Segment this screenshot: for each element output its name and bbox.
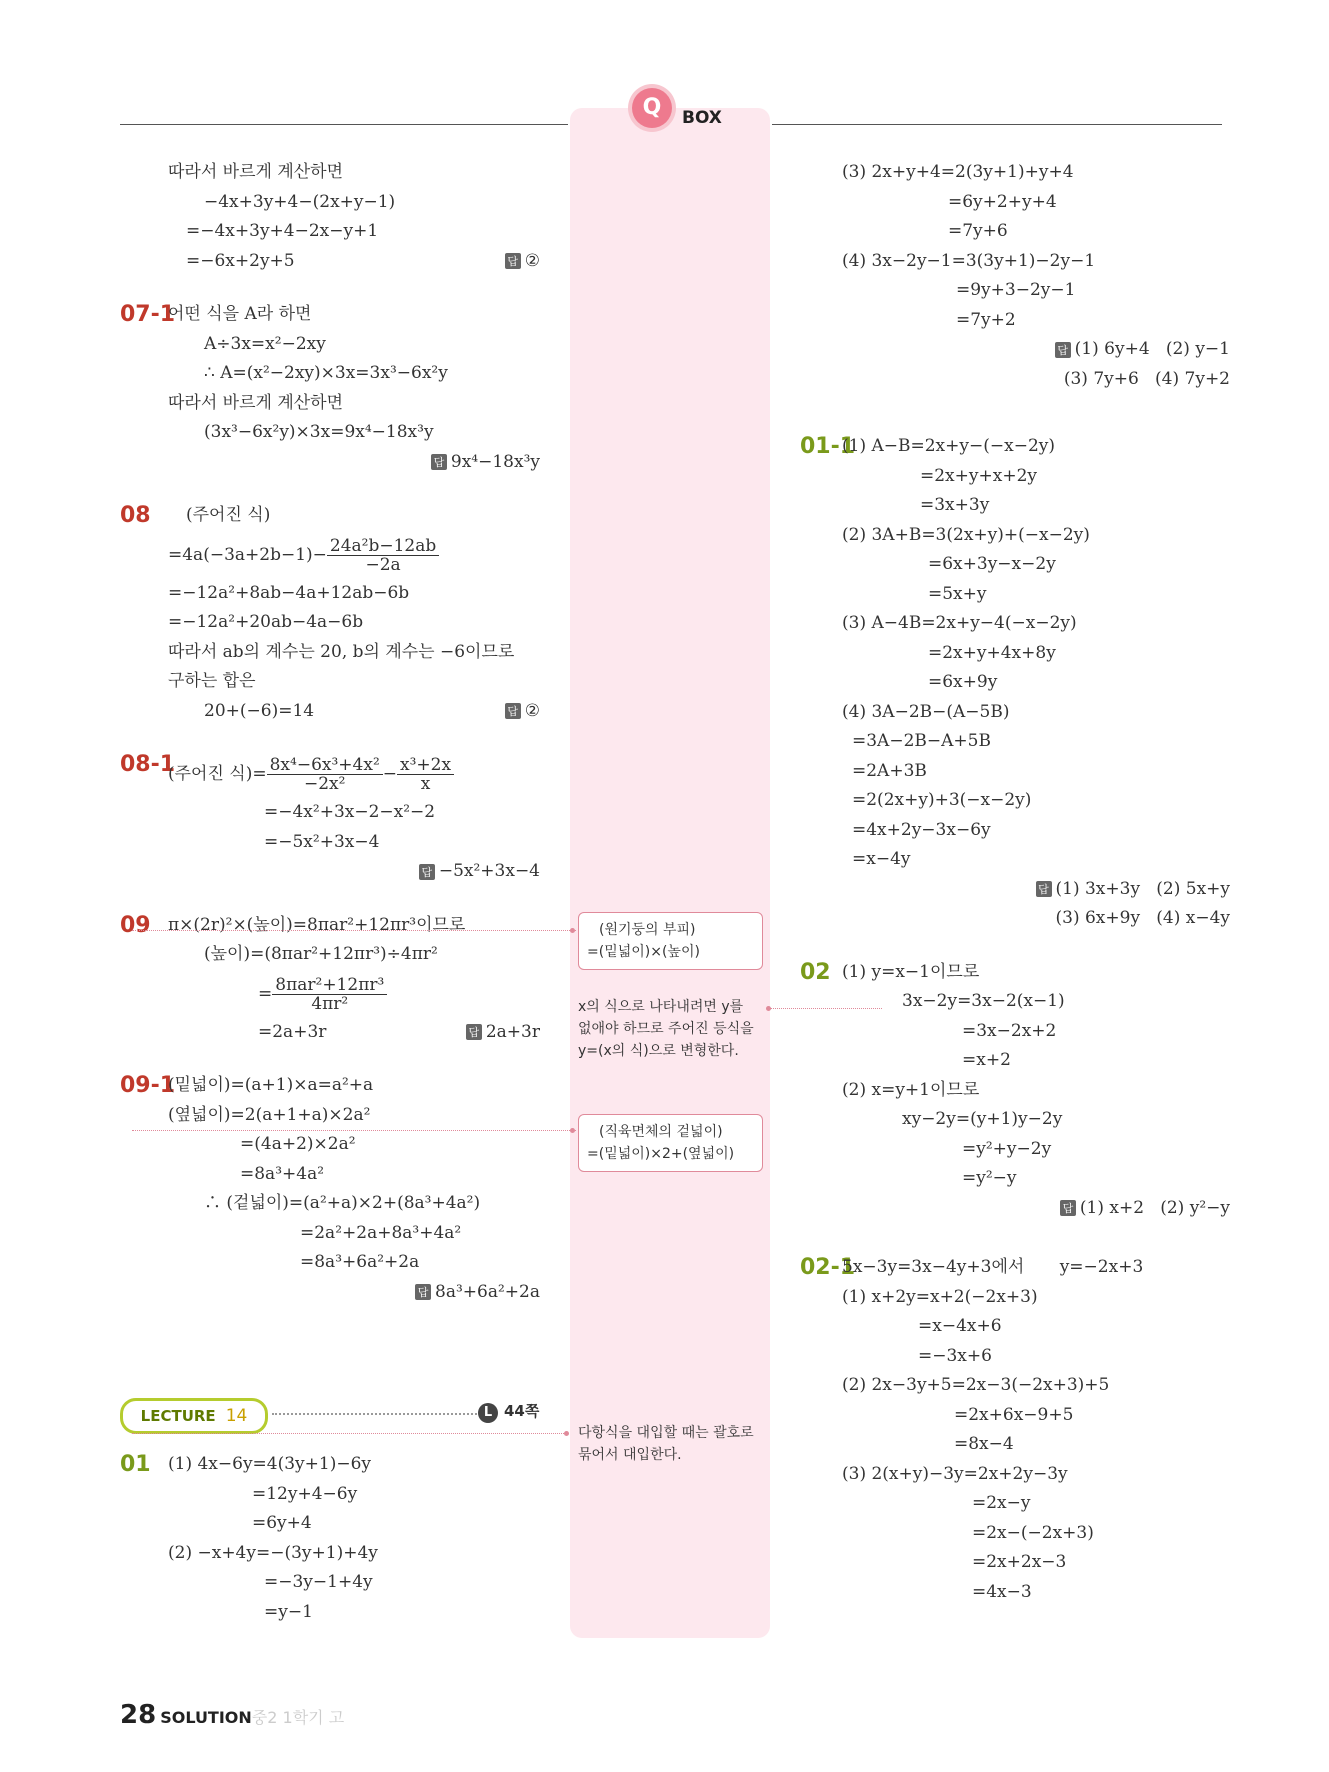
solution-line: =y²+y−2y (962, 1138, 1052, 1159)
note-line: (원기둥의 부피) (599, 922, 696, 938)
answer-icon: 답 (1055, 342, 1071, 358)
problem-01 (120, 1450, 540, 1627)
solution-line: (3x³−6x²y)×3x=9x⁴−18x³y (204, 422, 434, 442)
note-line: =(밑넓이)×2+(옆넓이) (587, 1146, 735, 1162)
denominator: −2a (365, 554, 401, 575)
note-connector (132, 930, 576, 931)
answer-line (168, 448, 540, 478)
book-subtitle: 중2 1학기 고 (251, 1708, 345, 1727)
numerator: 24a²b−12ab (327, 537, 439, 556)
solution-line: (4) 3A−2B−(A−5B) (842, 701, 1010, 722)
denominator: −2x² (303, 774, 346, 794)
solution-line: =x−4x+6 (918, 1316, 1002, 1336)
problem-number: 08-1 (120, 752, 176, 777)
solution-line: =4x+2y−3x−6y (852, 819, 991, 840)
answer-icon: 답 (431, 454, 447, 470)
solution-line: =6x+9y (928, 672, 998, 692)
fraction (267, 756, 383, 793)
answer-icon: 답 (505, 253, 521, 269)
problem-number: 09-1 (120, 1073, 176, 1098)
solution-line: =8a³+4a² (240, 1163, 325, 1184)
lecture-problems (120, 1450, 540, 1627)
solution-line: =3x−2x+2 (962, 1020, 1057, 1041)
answer (505, 247, 540, 277)
solution-line: ∴ A=(x²−2xy)×3x=3x³−6x²y (204, 363, 448, 383)
solution-line: 3x−2y=3x−2(x−1) (902, 991, 1065, 1011)
solution-line: =−12a²+20ab−4a−6b (168, 612, 364, 632)
solution-line: =y²−y (962, 1168, 1017, 1188)
answer-line (168, 1278, 540, 1308)
solution-line: =2x+y+4x+8y (928, 642, 1056, 663)
note-line: (직육면체의 겉넓이) (599, 1124, 723, 1140)
solution-line-text: 5x−3y=3x−4y+3에서 (842, 1257, 1025, 1277)
answer-line (168, 857, 540, 887)
problem-08 (120, 501, 540, 726)
problem-number: 08 (120, 503, 151, 528)
solution-side-note: y=−2x+3 (1059, 1257, 1144, 1277)
solution-line: (1) y=x−1이므로 (842, 961, 980, 982)
solution-line: =2x+y+x+2y (920, 465, 1037, 486)
solution-line: =2x+2x−3 (972, 1552, 1067, 1572)
solution-line: =x−4y (852, 849, 911, 869)
problem-09-1 (120, 1071, 540, 1307)
numerator: x³+2x (397, 756, 454, 775)
solution-line (168, 247, 540, 277)
note-connector (132, 1433, 568, 1434)
answer-line (842, 1194, 1230, 1224)
denominator: 4πr² (311, 993, 349, 1014)
page-footer (120, 1700, 344, 1730)
qbox-label: BOX (682, 108, 722, 128)
note-connector-dot (570, 928, 575, 933)
solution-line: =6y+2+y+4 (948, 191, 1057, 212)
problem-number: 09 (120, 912, 151, 938)
solution-line: (3) 2x+y+4=2(3y+1)+y+4 (842, 162, 1074, 182)
problem-number: 02-1 (800, 1255, 856, 1280)
solution-line: =8a³+6a²+2a (300, 1252, 420, 1272)
solution-line: (옆넓이)=2(a+1+a)×2a² (168, 1104, 371, 1125)
operator: − (382, 764, 398, 784)
problem-02-1 (800, 1253, 1230, 1607)
intro-solution (120, 158, 540, 276)
solution-line: =12y+4−6y (252, 1483, 358, 1504)
solution-line: (3) 2(x+y)−3y=2x+2y−3y (842, 1463, 1068, 1484)
solution-line: 구하는 합은 (168, 671, 256, 691)
expression-prefix: =4a(−3a+2b−1)− (168, 544, 327, 565)
solution-line: (1) A−B=2x+y−(−x−2y) (842, 436, 1055, 456)
answer-icon: 답 (1036, 881, 1052, 897)
qbox-column (570, 108, 770, 1638)
solution-line: =3x+3y (920, 495, 990, 515)
note-polynomial: 다항식을 대입할 때는 괄호로 묶어서 대입한다. (578, 1425, 754, 1463)
solution-line: π×(2r)²×(높이)=8πar²+12πr³이므로 (168, 914, 466, 935)
solution-line: =−12a²+8ab−4a+12ab−6b (168, 582, 410, 603)
answer-text: 8a³+6a²+2a (435, 1281, 540, 1302)
solution-line: (1) x+2y=x+2(−2x+3) (842, 1286, 1038, 1307)
note-connector-dot (766, 1006, 771, 1011)
solution-line: =7y+2 (956, 309, 1016, 330)
note-cylinder-volume (578, 912, 763, 970)
answer (1036, 875, 1231, 905)
solution-line: 따라서 바르게 계산하면 (168, 162, 344, 182)
fraction (327, 537, 439, 574)
lecture-label: LECTURE (140, 1407, 216, 1425)
page-number: 28 (120, 1700, 157, 1730)
solution-line-text: =−6x+2y+5 (186, 250, 295, 271)
solution-line: =−5x²+3x−4 (264, 831, 380, 852)
answer-line (842, 875, 1230, 905)
solution-line: =9y+3−2y−1 (956, 280, 1076, 300)
solution-line: =2a²+2a+8a³+4a² (300, 1222, 462, 1243)
book-title: SOLUTION (160, 1708, 252, 1727)
note-connector-dot (564, 1431, 569, 1436)
solution-line: =3A−2B−A+5B (852, 731, 991, 751)
header-rule-right (772, 124, 1222, 125)
note-cuboid-surface (578, 1114, 763, 1172)
solution-line: −4x+3y+4−(2x+y−1) (204, 191, 396, 212)
solution-line: (밑넓이)=(a+1)×a=a²+a (168, 1075, 374, 1095)
answer (1060, 1194, 1230, 1224)
answer-icon: 답 (1060, 1200, 1076, 1216)
answer: (3) 6x+9y (4) x−4y (1055, 908, 1230, 928)
numerator: 8πar²+12πr³ (272, 976, 387, 995)
solution-line: (주어진 식) (186, 505, 271, 525)
expression-prefix: = (258, 983, 273, 1004)
solution-line: =x+2 (962, 1050, 1011, 1070)
solution-line: =(4a+2)×2a² (240, 1134, 356, 1154)
answer (505, 697, 540, 727)
solution-line: =−4x²+3x−2−x²−2 (264, 802, 436, 822)
lecture-page-ref (478, 1400, 539, 1423)
problem-number: 01-1 (800, 434, 856, 459)
solution-line (168, 750, 540, 798)
expression-prefix: (주어진 식)= (168, 764, 267, 784)
answer-text: ② (524, 250, 540, 271)
answer: (3) 7y+6 (4) 7y+2 (1063, 368, 1230, 389)
solution-line: =5x+y (928, 583, 987, 604)
solution-line: =4x−3 (972, 1581, 1032, 1602)
solution-line: =−4x+3y+4−2x−y+1 (186, 221, 379, 241)
problem-01-1 (800, 432, 1230, 934)
answer-text: −5x²+3x−4 (438, 861, 540, 881)
answer (466, 1018, 540, 1048)
solution-line: (2) x=y+1이므로 (842, 1079, 980, 1100)
problem-08-1 (120, 750, 540, 887)
answer (1055, 335, 1230, 365)
lecture-page-text: 44쪽 (504, 1402, 540, 1420)
solution-line: (2) −x+4y=−(3y+1)+4y (168, 1542, 378, 1563)
lecture-badge (120, 1398, 268, 1434)
solution-line: =2x−y (972, 1493, 1031, 1513)
solution-line: 따라서 바르게 계산하면 (168, 392, 344, 413)
solution-line: =6x+3y−x−2y (928, 554, 1056, 574)
answer (431, 448, 540, 478)
problem-number: 07-1 (120, 302, 176, 327)
header-rule-left (120, 124, 568, 125)
solution-line: =6y+4 (252, 1513, 312, 1533)
solution-line (168, 1018, 540, 1048)
fraction (397, 756, 454, 793)
solution-line: (2) 3A+B=3(2x+y)+(−x−2y) (842, 524, 1090, 545)
problem-number: 02 (800, 959, 831, 985)
solution-line: 어떤 식을 A라 하면 (168, 304, 312, 324)
problem-number: 01 (120, 1452, 151, 1477)
answer-line (842, 335, 1230, 365)
answer-text: 2a+3r (485, 1021, 540, 1042)
solution-line: =8x−4 (954, 1434, 1014, 1454)
solution-line: =2A+3B (852, 760, 927, 781)
note-connector (132, 1130, 576, 1131)
answer-text: (1) x+2 (2) y²−y (1079, 1197, 1230, 1218)
problem-07-1 (120, 300, 540, 477)
numerator: 8x⁴−6x³+4x² (267, 756, 383, 775)
solution-line: xy−2y=(y+1)y−2y (902, 1109, 1063, 1129)
solution-line: A÷3x=x²−2xy (204, 333, 326, 354)
solution-line: =−3x+6 (918, 1345, 992, 1366)
solution-line: =2(2x+y)+3(−x−2y) (852, 790, 1032, 810)
solution-line (168, 531, 540, 579)
answer-icon: 답 (505, 703, 521, 719)
solution-line: (높이)=(8πar²+12πr³)÷4πr² (204, 944, 438, 964)
answer-text: ② (524, 700, 540, 721)
solution-line: =−3y−1+4y (264, 1572, 373, 1592)
answer (419, 857, 540, 887)
solution-line: (4) 3x−2y−1=3(3y+1)−2y−1 (842, 250, 1096, 271)
solution-line: =y−1 (264, 1601, 313, 1622)
left-column (120, 158, 540, 1307)
denominator: x (420, 774, 431, 794)
solution-line: =7y+6 (948, 221, 1008, 241)
problem-02 (800, 958, 1230, 1224)
lecture-page-icon: L (478, 1403, 498, 1423)
problem-01-cont (800, 158, 1230, 394)
qbox-icon: Q (632, 88, 672, 128)
answer-icon: 답 (466, 1024, 482, 1040)
solution-line (168, 697, 540, 727)
answer-icon: 답 (419, 864, 435, 880)
solution-line: =2x+6x−9+5 (954, 1404, 1074, 1425)
note-line: =(밑넓이)×(높이) (587, 944, 700, 960)
solution-line (168, 970, 540, 1018)
solution-line: (2) 2x−3y+5=2x−3(−2x+3)+5 (842, 1375, 1110, 1395)
solution-line: (1) 4x−6y=4(3y+1)−6y (168, 1454, 372, 1474)
solution-line: (3) A−4B=2x+y−4(−x−2y) (842, 613, 1077, 633)
answer-icon: 답 (415, 1284, 431, 1300)
answer-text: 9x⁴−18x³y (450, 451, 540, 472)
answer-text: (1) 6y+4 (2) y−1 (1074, 339, 1230, 359)
answer-text: (1) 3x+3y (2) 5x+y (1055, 878, 1230, 899)
solution-line (842, 1253, 1230, 1283)
solution-line: =2x−(−2x+3) (972, 1522, 1094, 1543)
answer (415, 1278, 540, 1308)
note-connector-dot (570, 1128, 575, 1133)
solution-line: 따라서 ab의 계수는 20, b의 계수는 −6이므로 (168, 641, 515, 662)
right-column (800, 158, 1230, 1607)
solution-line-text: =2a+3r (258, 1021, 327, 1042)
note-x-expression: x의 식으로 나타내려면 y를 없애야 하므로 주어진 등식을 y=(x의 식)으로 변형한다. (578, 999, 754, 1059)
lecture-number: 14 (225, 1406, 248, 1426)
solution-line: ∴ (겉넓이)=(a²+a)×2+(8a³+4a²) (204, 1193, 481, 1213)
answer-line (842, 365, 1230, 395)
fraction (272, 976, 387, 1013)
answer-line (842, 904, 1230, 934)
lecture-divider (272, 1413, 477, 1415)
solution-line-text: 20+(−6)=14 (204, 700, 315, 721)
